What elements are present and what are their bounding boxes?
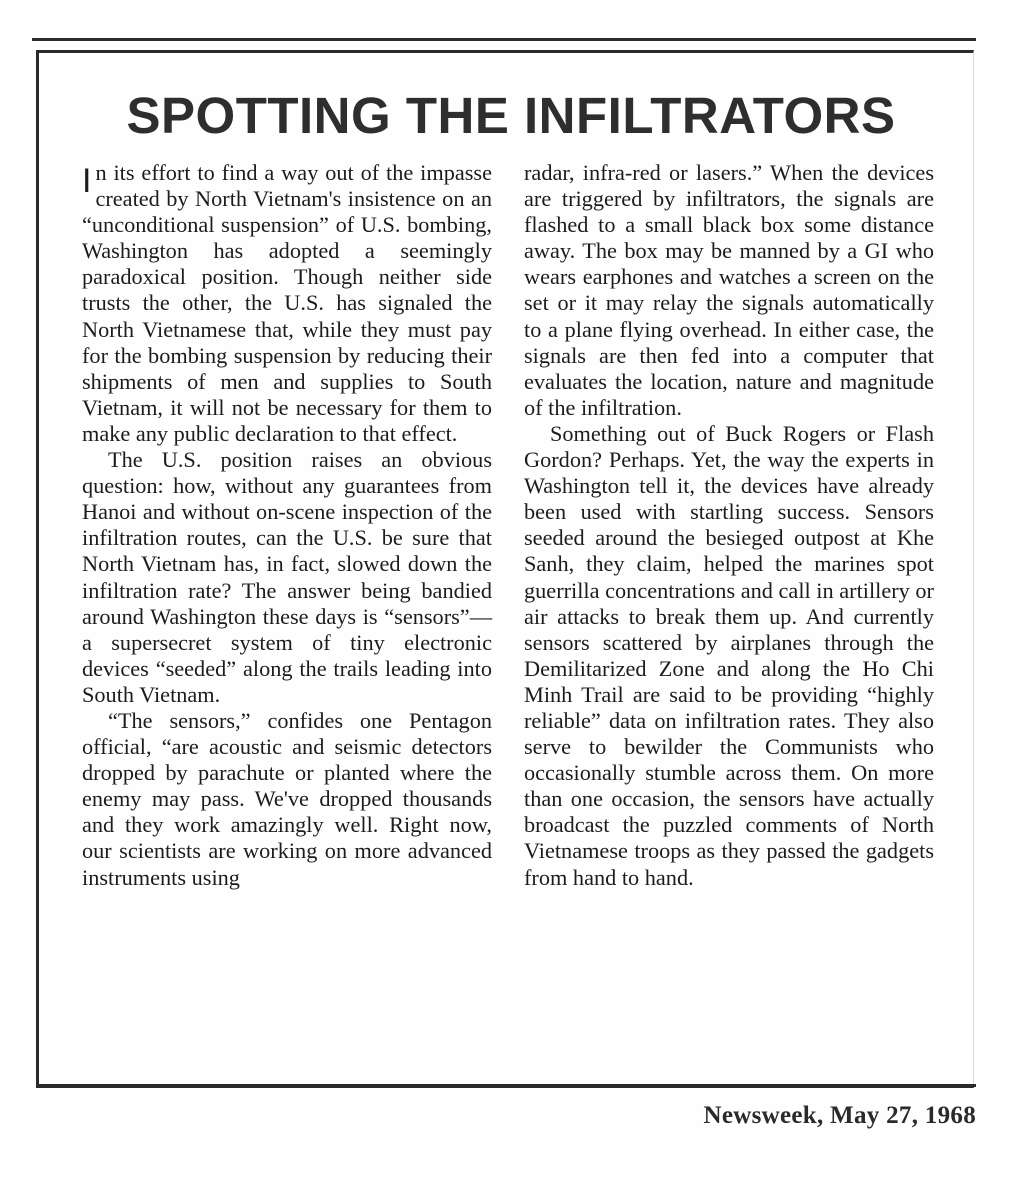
drop-cap: I bbox=[82, 162, 92, 200]
article-paragraph: “The sensors,” confides one Pentagon official, “are acoustic and seismic detectors dropped by parachute or planted where the enemy may pass. We've dropped thousands and they work amazingly well. Right now, our scientists are working on more advanced instruments using bbox=[82, 707, 492, 890]
bottom-rule bbox=[36, 1084, 976, 1087]
article-column-right bbox=[524, 160, 934, 891]
article-column-left bbox=[82, 160, 492, 891]
article-paragraph: radar, infra-red or lasers.” When the devices are triggered by infiltrators, the signals are flashed to a small black box some distance away. The box may be manned by a GI who wears earphones and watches a screen on the set or it may relay the signals automatically to a plane flying overhead. In either case, the signals are then fed into a computer that evaluates the location, nature and magnitude of the infiltration. bbox=[524, 160, 934, 420]
article-paragraph: Something out of Buck Rogers or Flash Gordon? Perhaps. Yet, the way the experts in Washington tell it, the devices have already been used with startling success. Sensors seeded around the besieged outpost at Khe Sanh, they claim, helped the marines spot guerrilla concentrations and call in artillery or air attacks to break them up. And currently sensors scattered by airplanes through the Demilitarized Zone and along the Ho Chi Minh Trail are said to be providing “highly reliable” data on infiltration rates. They also serve to bewilder the Communists who occasionally stumble across them. On more than one occasion, the sensors have actually broadcast the puzzled comments of North Vietnamese troops as they passed the gadgets from hand to hand. bbox=[524, 420, 934, 890]
paragraph-text: n its effort to find a way out of the impasse created by North Vietnam's insistence on an “unconditional suspension” of U.S. bombing, Washington has adopted a seemingly paradoxical position. Though neither side trusts the other, the U.S. has signaled the North Vietnamese that, while they must pay for the bombing suspension by reducing their shipments of men and supplies to South Vietnam, it will not be necessary for them to make any public declaration to that effect. bbox=[82, 160, 492, 446]
top-rule bbox=[32, 38, 976, 41]
source-citation: Newsweek, May 27, 1968 bbox=[703, 1102, 976, 1129]
article-paragraph: The U.S. position raises an obvious question: how, without any guarantees from Hanoi and without on-scene inspection of the infiltration routes, can the U.S. be sure that North Vietnam has, in fact, slowed down the infiltration rate? The answer being bandied around Washington these days is “sensors”—a supersecret system of tiny electronic devices “seeded” along the trails leading into South Vietnam. bbox=[82, 447, 492, 707]
article-headline: SPOTTING THE INFILTRATORS bbox=[126, 87, 896, 144]
article-paragraph bbox=[82, 160, 492, 447]
